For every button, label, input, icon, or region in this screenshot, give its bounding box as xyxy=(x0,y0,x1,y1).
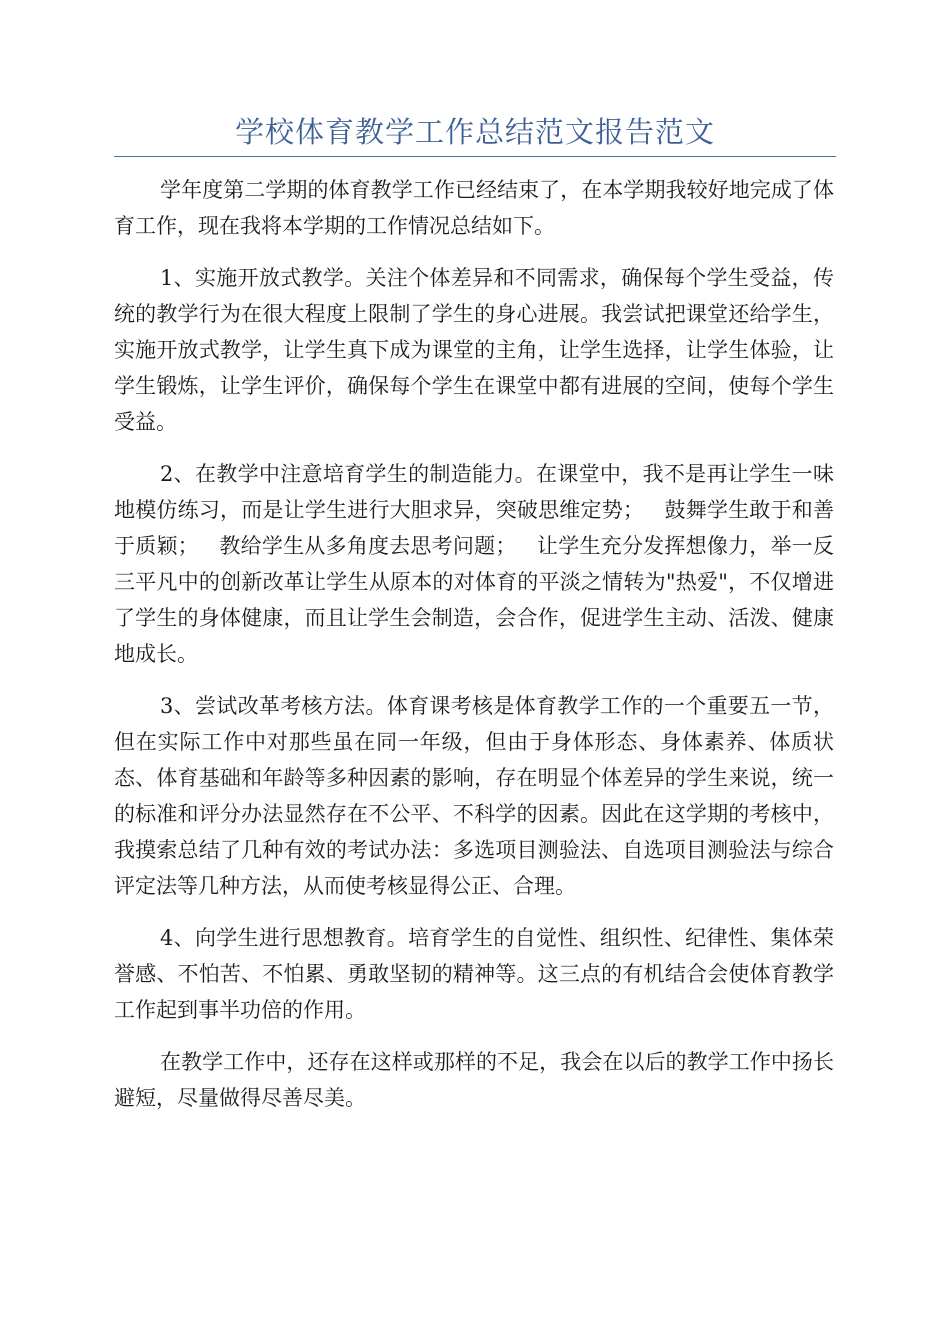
paragraph-item-1: 1、实施开放式教学。关注个体差异和不同需求，确保每个学生受益，传统的教学行为在很大程度上限制了学生的身心进展。我尝试把课堂还给学生，实施开放式教学，让学生真下成为课堂的主角，让学生选择，让学生体验，让学生锻炼，让学生评价，确保每个学生在课堂中都有进展的空间，使每个学生受益。 xyxy=(114,266,834,434)
title-block xyxy=(114,108,836,157)
paragraph-item-4: 4、向学生进行思想教育。培育学生的自觉性、组织性、纪律性、集体荣誉感、不怕苦、不怕累、勇敢坚韧的精神等。这三点的有机结合会使体育教学工作起到事半功倍的作用。 xyxy=(114,926,834,1022)
paragraph-item-3: 3、尝试改革考核方法。体育课考核是体育教学工作的一个重要五一节，但在实际工作中对那些虽在同一年级，但由于身体形态、身体素养、体质状态、体育基础和年龄等多种因素的影响，存在明显个体差异的学生来说，统一的标准和评分办法显然存在不公平、不科学的因素。因此在这学期的考核中，我摸索总结了几种有效的考试办法：多选项目测验法、自选项目测验法与综合评定法等几种方法，从而使考核显得公正、合理。 xyxy=(114,694,834,898)
document-body xyxy=(114,172,834,1132)
paragraph-conclusion: 在教学工作中，还存在这样或那样的不足，我会在以后的教学工作中扬长避短，尽量做得尽善尽美。 xyxy=(114,1050,834,1110)
paragraph-item-2: 2、在教学中注意培育学生的制造能力。在课堂中，我不是再让学生一味地模仿练习，而是让学生进行大胆求异，突破思维定势； 鼓舞学生敢于和善于质颖； 教给学生从多角度去思考问题； 让学生充分发挥想像力，举一反三平凡中的创新改革让学生从原本的对体育的平淡之情转为"热爱"，不仅增进了学生的身体健康，而且让学生会制造，会合作，促进学生主动、活泼、健康地成长。 xyxy=(114,462,834,666)
paragraph-intro: 学年度第二学期的体育教学工作已经结束了，在本学期我较好地完成了体育工作，现在我将本学期的工作情况总结如下。 xyxy=(114,178,834,238)
page-title: 学校体育教学工作总结范文报告范文 xyxy=(234,115,715,149)
